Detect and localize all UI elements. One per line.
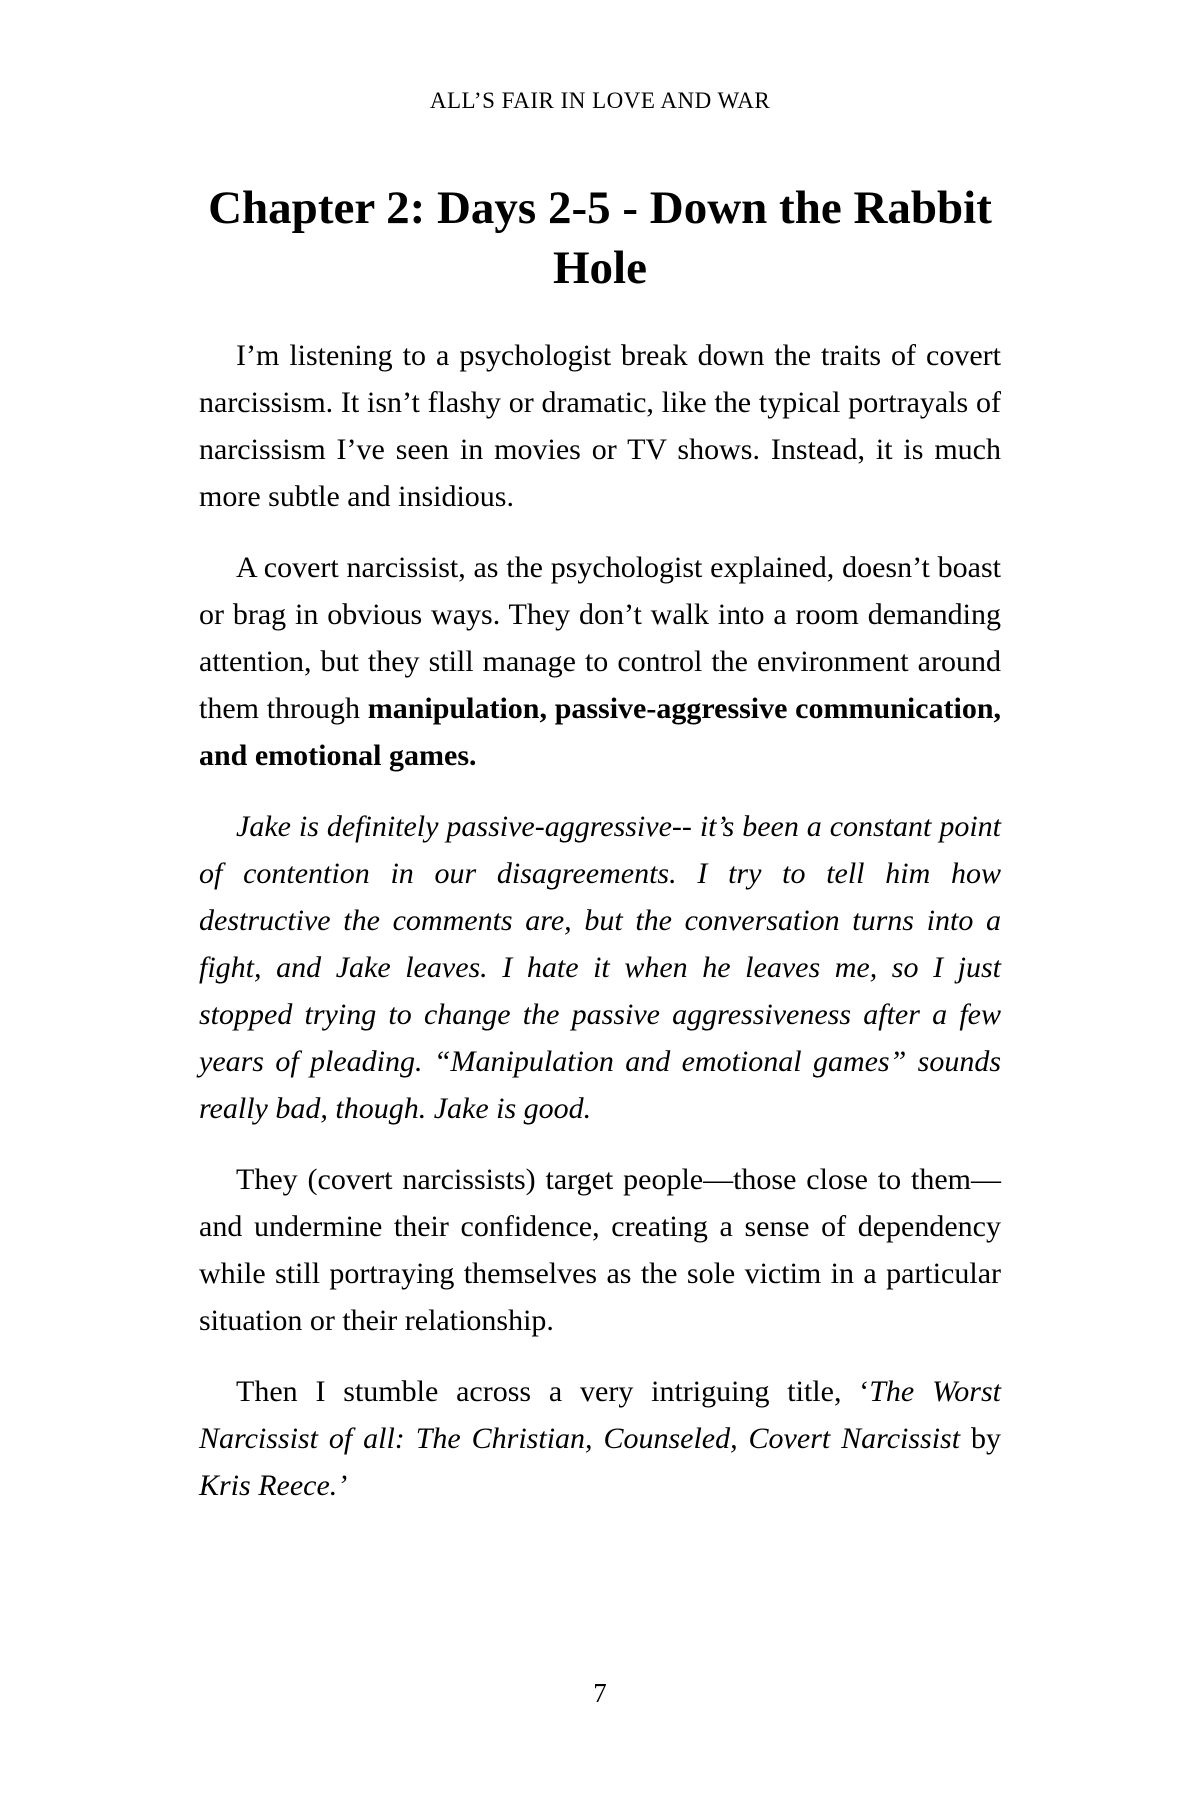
text-segment: manipulation, passive-aggressive communication, and emotional games. [199,692,1001,772]
body-text [199,332,1001,1509]
text-segment: They (covert narcissists) target people—those close to them—and undermine their confidence, creating a sense of dependency while still portraying themselves as the sole victim in a particular situation or their relationship. [199,1163,1001,1337]
page-number: 7 [593,1678,607,1708]
text-segment: by [960,1422,1001,1455]
text-segment: Jake is definitely passive-aggressive-- it’s been a constant point of contention in our disagreements. I try to tell him how destructive the comments are, but the conversation turns into a fight, and Jake leaves. I hate it when he leaves me, so I just stopped trying to change the passive aggressiveness after a few years of pleading. “Manipulation and emotional games” sounds really bad, though. Jake is good. [199,810,1001,1125]
chapter-title: Chapter 2: Days 2-5 - Down the Rabbit Hole [208,182,992,294]
paragraph [199,544,1001,779]
text-segment: Kris Reece.’ [199,1469,348,1502]
paragraph [199,332,1001,520]
paragraph [199,1156,1001,1344]
text-segment: I’m listening to a psychologist break down the traits of covert narcissism. It isn’t flashy or dramatic, like the typical portrayals of narcissism I’ve seen in movies or TV shows. Instead, it is much more subtle and insidious. [199,339,1001,513]
paragraph [199,1368,1001,1509]
paragraph [199,803,1001,1132]
text-segment: A covert narcissist, as the psychologist explained, doesn’t boast or brag in obvious ways. They don’t walk into a room demanding attention, but they still manage to control the environment around them through [199,551,1001,725]
running-head: ALL’S FAIR IN LOVE AND WAR [429,88,771,113]
text-segment: The Worst Narcissist of all: The Christian, Counseled, Covert Narcissist [199,1375,1001,1455]
text-segment: Then I stumble across a very intriguing title, ‘ [236,1375,870,1408]
